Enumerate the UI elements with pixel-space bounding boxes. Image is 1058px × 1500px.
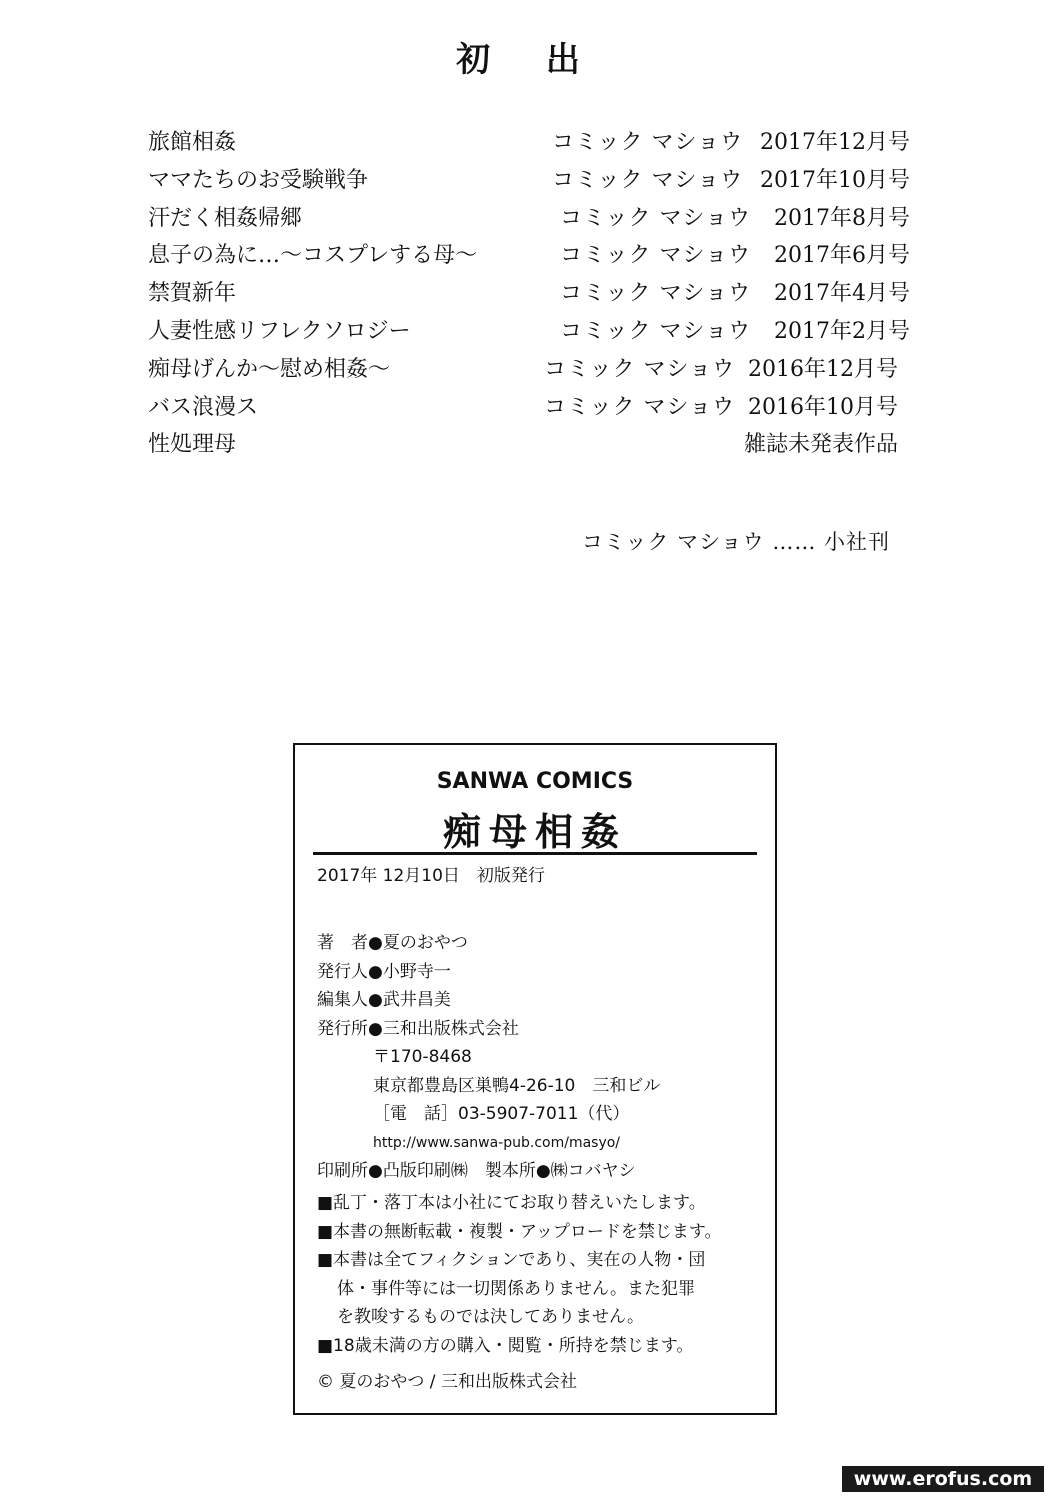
publisher-person-line: 発行人●小野寺一	[317, 961, 451, 982]
publication-magazine: コミック マショウ	[552, 130, 744, 155]
publication-issue: 2017年6月号	[774, 243, 910, 269]
publication-title: 性処理母	[148, 432, 237, 458]
notice-line: ■18歳未満の方の購入・閲覧・所持を禁じます。	[317, 1335, 694, 1356]
notice-line: を教唆するものでは決してありません。	[337, 1307, 645, 1327]
list-item	[148, 317, 910, 355]
notices-block	[317, 1191, 722, 1362]
publication-magazine: コミック マショウ	[560, 205, 752, 231]
publish-date: 2017年 12月10日 初版発行	[317, 866, 545, 886]
publication-title: 禁賀新年	[148, 281, 237, 307]
publication-title: バス浪漫ス	[148, 394, 259, 420]
publication-issue: 2017年2月号	[774, 318, 910, 344]
page-heading: 初 出	[456, 40, 602, 80]
list-item	[148, 241, 910, 279]
publication-issue: 2017年4月号	[774, 281, 910, 307]
list-item	[148, 166, 910, 204]
editor-line: 編集人●武井昌美	[317, 990, 451, 1010]
notice-line: ■本書の無断転載・複製・アップロードを禁じます。	[317, 1221, 722, 1242]
series-label: SANWA COMICS	[436, 769, 634, 794]
publication-title: 息子の為に…～コスプレする母～	[148, 243, 478, 269]
website-url: http://www.sanwa-pub.com/masyo/	[373, 1134, 621, 1151]
publication-magazine: コミック マショウ	[560, 281, 752, 307]
watermark: www.erofus.com	[842, 1466, 1044, 1492]
notice-line: ■本書は全てフィクションであり、実在の人物・団	[317, 1250, 706, 1270]
colophon-box	[293, 743, 777, 1415]
phone: ［電 話］03-5907-7011（代）	[373, 1104, 630, 1124]
notice-line: 体・事件等には一切関係ありません。また犯罪	[337, 1278, 696, 1299]
publisher-company-line: 発行所●三和出版株式会社	[317, 1018, 519, 1039]
publication-title: 汗だく相姦帰郷	[148, 205, 303, 231]
publication-list	[148, 128, 910, 468]
author-line: 著 者●夏のおやつ	[317, 933, 468, 953]
notice-line: ■乱丁・落丁本は小社にてお取り替えいたします。	[317, 1193, 706, 1213]
publication-issue: 2016年10月号	[748, 394, 898, 420]
publication-magazine: コミック マショウ	[544, 394, 736, 420]
publication-magazine: コミック マショウ	[560, 318, 752, 344]
publication-issue: 雑誌未発表作品	[743, 432, 898, 458]
postal-code: 〒170-8468	[373, 1047, 472, 1067]
publication-magazine: コミック マショウ	[560, 243, 752, 269]
list-item	[148, 430, 910, 468]
magazine-footnote: コミック マショウ …… 小社刊	[581, 530, 890, 554]
publication-issue: 2017年12月号	[760, 130, 910, 155]
publication-magazine: コミック マショウ	[544, 356, 736, 382]
list-item	[148, 204, 910, 242]
list-item	[148, 393, 910, 431]
address: 東京都豊島区巣鴨4-26-10 三和ビル	[373, 1075, 661, 1096]
publication-issue: 2017年8月号	[774, 205, 910, 231]
list-item	[148, 355, 910, 393]
title-divider	[313, 852, 757, 855]
copyright-line: © 夏のおやつ / 三和出版株式会社	[317, 1372, 577, 1392]
publication-title: ママたちのお受験戦争	[148, 167, 369, 193]
publication-title: 痴母げんか～慰め相姦～	[148, 356, 391, 382]
book-title: 痴母相姦	[442, 809, 627, 854]
publication-issue: 2016年12月号	[748, 356, 898, 382]
publication-title: 人妻性感リフレクソロジー	[148, 318, 411, 344]
credits-block	[317, 931, 660, 1188]
publication-issue: 2017年10月号	[760, 167, 910, 193]
list-item	[148, 128, 910, 166]
printer-line: 印刷所●凸版印刷㈱ 製本所●㈱コバヤシ	[317, 1161, 636, 1181]
list-item	[148, 279, 910, 317]
publication-title: 旅館相姦	[148, 130, 237, 155]
publication-magazine: コミック マショウ	[552, 167, 744, 193]
